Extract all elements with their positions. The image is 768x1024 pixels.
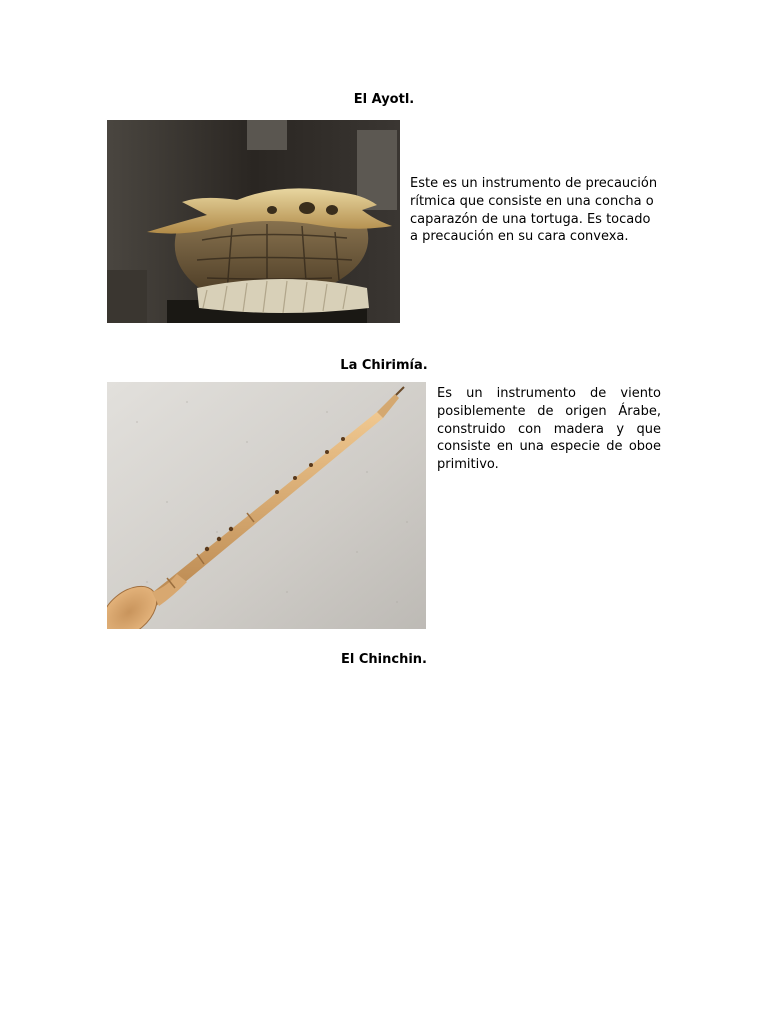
section-title-ayotl: El Ayotl.	[353, 92, 415, 107]
chirimia-photo	[107, 382, 426, 629]
ayotl-photo	[107, 120, 400, 323]
section-title-chinchin: El Chinchin.	[341, 652, 427, 667]
ayotl-description: Este es un instrumento de precaución rítmica que consiste en una concha o caparazón de una tortuga. Es tocado a precaución en su cara convexa.	[410, 176, 658, 245]
section-title-chirimia: La Chirimía.	[340, 358, 428, 373]
chirimia-description: Es un instrumento de viento posiblemente de origen Árabe, construido con madera y que consiste en una especie de oboe primitivo.	[437, 386, 661, 473]
